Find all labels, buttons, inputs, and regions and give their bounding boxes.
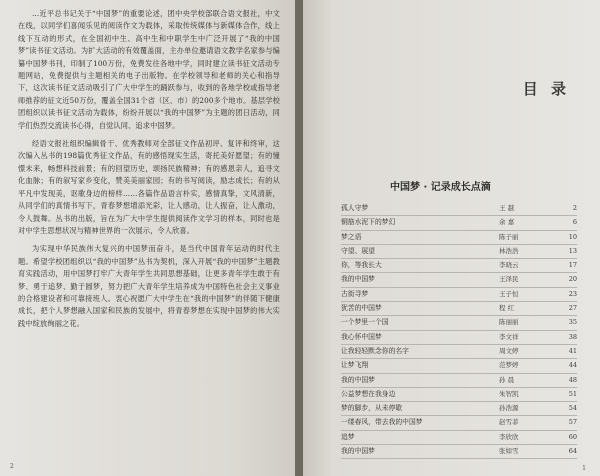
toc-entry (341, 345, 577, 359)
toc-entry-title: 我心怀中国梦 (341, 332, 382, 341)
toc-entry-title: 梦的脚步，从未停歇 (341, 404, 403, 413)
toc-entry-title: 孤人守梦 (341, 204, 369, 212)
toc-entry (341, 359, 577, 373)
toc-entry (341, 388, 577, 402)
toc-entry-author: 李欣欣 (499, 432, 519, 441)
toc-entry (341, 231, 577, 245)
toc-entry-page: 48 (568, 375, 577, 384)
toc-entry-title: 一个梦里一个国 (341, 318, 389, 327)
toc-entry (341, 273, 577, 287)
preface-paragraph-3: 为实现中华民族伟大复兴的中国梦而奋斗，是当代中国青年运动的时代主题。希望学校团组织以“我的中国梦”丛书为契机，深入开展“我的中国梦”主题教育实践活动，用中国梦打牢广大青年学生共同思想基础，让更多青年学生敢于有梦、勇于追梦、勤于圆梦，努力把广大青年学生培养成为中国特色社会主义事业的合格建设者和可靠接班人。衷心祝愿广大中学生在“我的中国梦”的伴随下健康成长，把个人梦想融入国家和民族的发展中，将青春梦想在实现中国梦的伟大实践中绽放绚丽之花。 (18, 244, 280, 328)
toc-entry (341, 216, 577, 230)
toc-entry-author: 王 越 (499, 204, 515, 212)
toc-entry-author: 赵雪菲 (499, 418, 519, 427)
toc-entry-page: 64 (568, 447, 577, 456)
toc-entry-page: 44 (568, 361, 577, 370)
toc-entry (341, 331, 577, 345)
toc-entry-page: 13 (568, 246, 577, 255)
toc-entry (341, 302, 577, 316)
toc-entry-page: 38 (568, 332, 577, 341)
toc-entry-title: 我的中国梦 (341, 447, 375, 456)
toc-entry (341, 402, 577, 416)
toc-entry-page: 2 (572, 204, 577, 212)
toc-entry-title: 守望、展望 (341, 246, 375, 255)
toc-entry-title: 犹苦的中国梦 (341, 304, 382, 313)
toc-entry-author: 陈子丽 (499, 232, 519, 241)
toc-entry-title: 让梦飞翔 (341, 361, 369, 370)
toc-entry-author: 孙浩源 (499, 404, 519, 413)
toc-entry-author: 余 嘉 (499, 218, 515, 227)
toc-entry-page: 51 (568, 389, 577, 398)
toc-entry-author: 张如雪 (499, 447, 519, 456)
toc-entry-author: 程 红 (499, 304, 515, 313)
toc-entry (341, 259, 577, 273)
toc-entry-page: 6 (572, 218, 577, 227)
toc-entry-title: 我的中国梦 (341, 275, 375, 284)
toc-entry (341, 288, 577, 302)
toc-entry (341, 202, 577, 216)
toc-entry-title: 梦之语 (341, 232, 362, 241)
toc-entry-author: 王泽民 (499, 275, 519, 284)
toc-entry-page: 23 (568, 289, 577, 298)
toc-entry-author: 李晓云 (499, 261, 519, 270)
toc-entry-page: 41 (568, 346, 577, 355)
toc-entry-page: 20 (568, 275, 577, 284)
toc-entry (341, 431, 577, 445)
toc-entry-title: 让我轻轻默念你的名字 (341, 346, 409, 355)
toc-entry-page: 54 (568, 404, 577, 413)
section-title: 中国梦 · 记录成长点滴 (390, 182, 491, 193)
toc-heading: 目 录 (522, 80, 570, 98)
left-page (0, 0, 295, 476)
toc-entry-author: 李文祥 (499, 332, 519, 341)
toc-entry-title: 追梦 (341, 432, 355, 441)
table-of-contents (341, 202, 577, 459)
toc-entry-title: 公益梦想在我身边 (341, 389, 396, 398)
toc-entry-title: 一缕春风，带去我的中国梦 (341, 418, 423, 427)
toc-entry (341, 445, 577, 459)
toc-entry-title: 铜筋水泥下的梦幻 (341, 218, 396, 227)
toc-entry-author: 范梦婷 (499, 361, 519, 370)
toc-entry-author: 周文婷 (499, 346, 519, 355)
preface-paragraph-1: …近平总书记关于“中国梦”的重要论述，团中央学校部联合语文报社，中文在线，以同学们喜闻乐见的阅读作文为载体，采取传统媒体与新媒体合作，线上线下互动的形式，在全国初中生、高中生和中职学生中广泛开展了“我的中国梦”读书征文活动。为扩大活动的有效覆盖面，主办单位邀请语文教学名家参与编纂中国梦书刊，印制了100万份，免费发往各地中学，同时建立读书征文活动专题网站，免费提供与主题相关的电子出版物。在学校领导和老师的关心和指导下，这次读书征文活动吸引了广大中学生的踊跃参与，收到的各地学校或指导老师推荐的征文近50万份，覆盖全国31个省（区、市）的200多个地市。基层学校团组织以读书征文活动为载体，纷纷开展以“我的中国梦”为主题的团日活动，同学们热烈交流读书心得，自觉认同、追求中国梦。 (18, 9, 280, 130)
toc-entry-author: 陈丽丽 (499, 318, 519, 327)
toc-entry-page: 27 (568, 304, 577, 313)
right-page (303, 0, 600, 476)
toc-entry (341, 416, 577, 430)
toc-entry-title: 你，等我长大 (341, 261, 382, 270)
toc-entry-page: 60 (568, 432, 577, 441)
right-page-number: 1 (582, 465, 586, 472)
toc-entry-author: 朱智凯 (499, 389, 519, 398)
toc-entry-title: 古街寻梦 (341, 289, 369, 298)
left-page-number: 2 (10, 463, 14, 470)
toc-entry-page: 17 (568, 261, 577, 270)
preface-text (18, 8, 280, 330)
toc-entry-page: 10 (568, 232, 577, 241)
toc-entry-page: 57 (568, 418, 577, 427)
toc-entry-author: 王子恒 (499, 289, 519, 298)
preface-paragraph-2: 经语文报社组织编辑骨干、优秀教师对全部征文作品初评、复评和终审，这次编入丛书的198篇优秀征文作品，有的感悟现实生活，寄托美好愿望；有的憧憬未来，畅想科技前景；有的回望历史，颂扬民族精神；有的感恩亲人，追寻文化血脉；有的叙写家乡变化，赞美美丽家园；有的书写阅读，励志成长；有的从平凡中发现美，讴歌身边的榜样……各篇作品语言朴实，感情真挚，文风清新，从同学们的真情书写下，青春梦想增添光彩，让人感动，让人振奋，让人激动，令人鼓舞。丛书的出版，旨在为广大中学生提供阅读作文学习的样本，同时也是对中学生思想状况与精神世界的一次展示，令人欣喜。 (18, 139, 280, 235)
toc-entry-author: 孙 晨 (499, 375, 515, 384)
toc-entry (341, 316, 577, 330)
toc-entry-title: 我的中国梦 (341, 375, 375, 384)
toc-entry-author: 林浩浩 (499, 246, 519, 255)
toc-entry-page: 35 (568, 318, 577, 327)
toc-entry (341, 374, 577, 388)
toc-entry (341, 245, 577, 259)
